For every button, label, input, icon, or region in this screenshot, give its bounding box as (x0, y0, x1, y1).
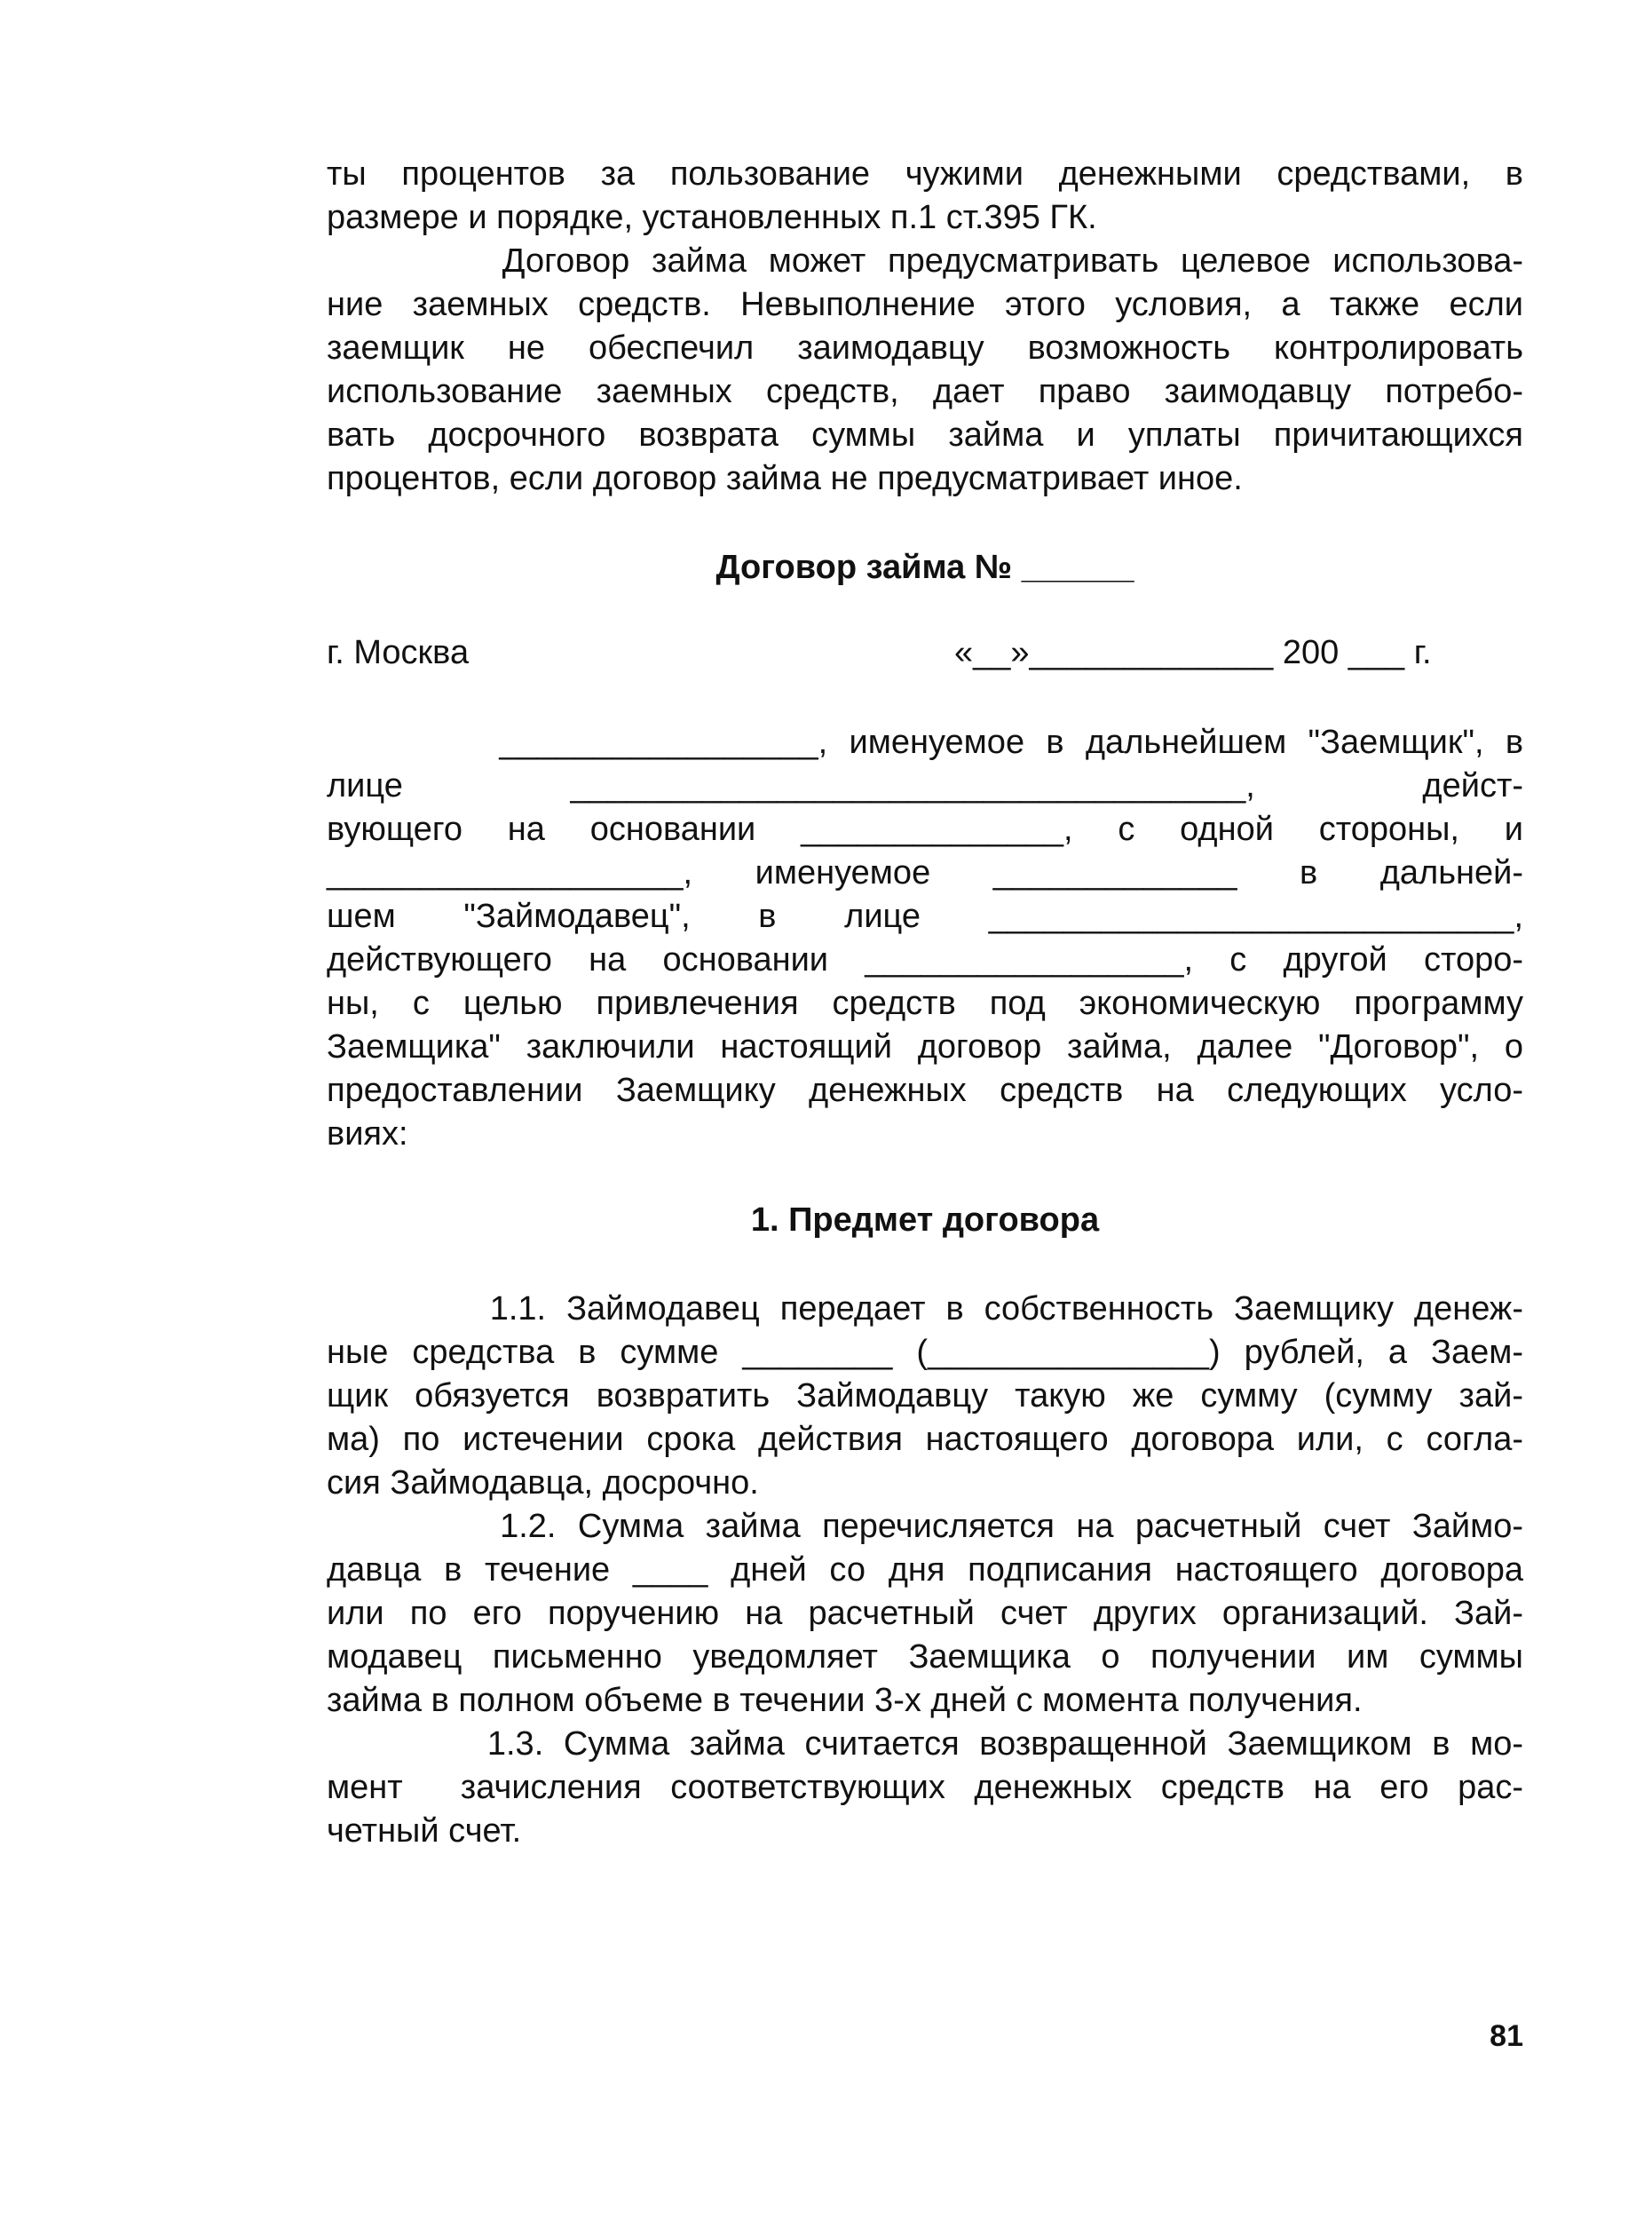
section-1-body (327, 1288, 1523, 1853)
intro-text (327, 153, 1523, 501)
text-line: заемщик не обеспечил заимодавцу возможность контролировать (327, 329, 1523, 367)
contract-date: «__»_____________ 200 ___ г. (954, 634, 1432, 671)
text-line: вующего на основании ______________, с одной стороны, и (327, 811, 1523, 848)
text-line: вать досрочного возврата суммы займа и уплаты причитающихся (327, 416, 1523, 454)
text-line: ние заемных средств. Невыполнение этого условия, а также если (327, 286, 1523, 323)
text-line: модавец письменно уведомляет Заемщика о получении им суммы (327, 1638, 1523, 1676)
text-line: _________________, именуемое в дальнейшем "Заемщик", в (327, 724, 1523, 761)
text-line: использование заемных средств, дает право заимодавцу потребо- (327, 373, 1523, 410)
contract-city: г. Москва (327, 634, 470, 671)
text-line: размере и порядке, установленных п.1 ст.395 ГК. (327, 199, 1097, 236)
page-number: 81 (1490, 2019, 1523, 2053)
text-line: действующего на основании _________________, с другой сторо- (327, 941, 1523, 979)
text-line: ные средства в сумме ________ (_______________) рублей, а Заем- (327, 1334, 1523, 1371)
text-line: процентов, если договор займа не предусматривает иное. (327, 460, 1243, 497)
text-line: давца в течение ____ дней со дня подписания настоящего договора (327, 1551, 1523, 1589)
text-line: ___________________, именуемое _____________ в дальней- (327, 854, 1523, 892)
text-line: шем "Займодавец", в лице ____________________________, (327, 898, 1523, 935)
text-line: Договор займа может предусматривать целевое использова- (327, 242, 1523, 280)
contract-title: Договор займа № ______ (715, 549, 1134, 586)
text-line: лице ____________________________________, дейст- (327, 767, 1523, 804)
text-line: 1.2. Сумма займа перечисляется на расчетный счет Займо- (327, 1508, 1523, 1545)
text-line: предоставлении Заемщику денежных средств на следующих усло- (327, 1072, 1523, 1109)
text-line: ма) по истечении срока действия настоящего договора или, с согла- (327, 1421, 1523, 1458)
text-line: четный счет. (327, 1812, 522, 1850)
text-line: ны, с целью привлечения средств под экономическую программу (327, 985, 1523, 1022)
text-line: или по его поручению на расчетный счет других организаций. Зай- (327, 1595, 1523, 1632)
text-line: щик обязуется возвратить Займодавцу такую же сумму (сумму зай- (327, 1377, 1523, 1415)
text-line: Заемщика" заключили настоящий договор займа, далее "Договор", о (327, 1028, 1523, 1066)
text-line: 1.1. Займодавец передает в собственность Заемщику денеж- (327, 1290, 1523, 1327)
text-line: сия Займодавца, досрочно. (327, 1464, 759, 1502)
text-line: мент зачисления соответствующих денежных средств на его рас- (327, 1769, 1523, 1806)
text-line: 1.3. Сумма займа считается возвращенной Заемщиком в мо- (327, 1725, 1523, 1763)
text-line: займа в полном объеме в течении 3-х дней с момента получения. (327, 1682, 1363, 1719)
contract-preamble (327, 721, 1523, 1156)
section-title: 1. Предмет договора (750, 1201, 1100, 1239)
text-line: ты процентов за пользование чужими денежными средствами, в (327, 155, 1523, 193)
text-line: виях: (327, 1115, 408, 1153)
